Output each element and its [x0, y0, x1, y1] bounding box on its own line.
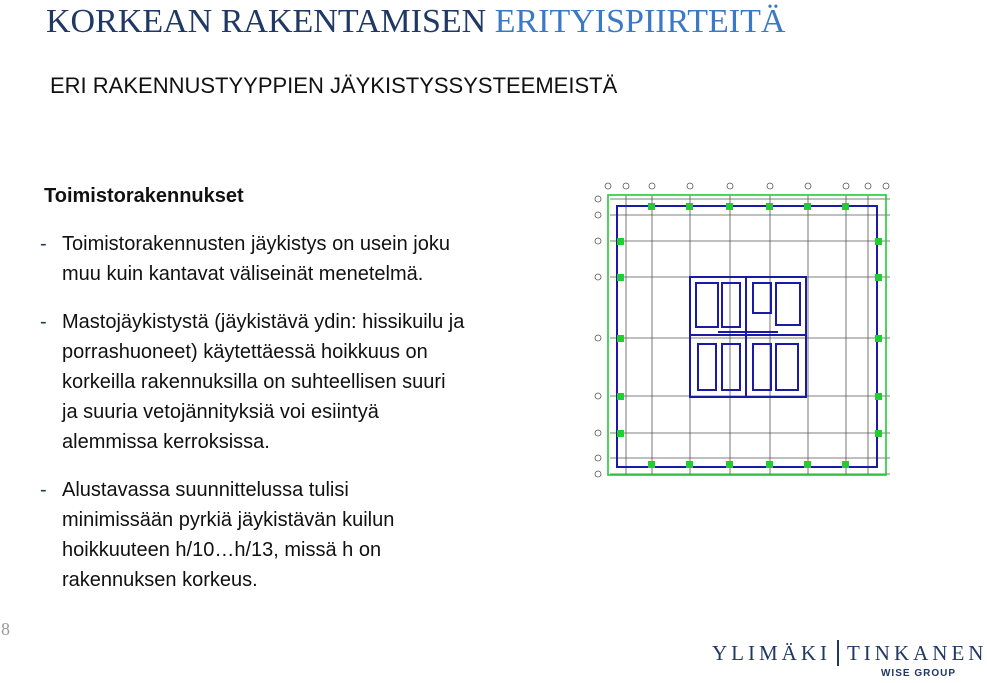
bullet-dash: -: [40, 233, 47, 255]
bullet-line: porrashuoneet) käytettäessä hoikkuus on: [62, 341, 428, 363]
company-logo: [712, 634, 987, 683]
bullet-line: rakennuksen korkeus.: [62, 569, 258, 591]
bullet-line: alemmissa kerroksissa.: [62, 431, 270, 453]
logo-left-word: YLIMÄKI: [712, 640, 831, 665]
bullet-line: Alustavassa suunnittelussa tulisi: [62, 479, 349, 501]
slide-title: [46, 2, 785, 42]
floor-plan-drawing: [588, 172, 908, 482]
slide-subtitle: ERI RAKENNUSTYYPPIEN JÄYKISTYSSYSTEEMEISTÄ: [50, 73, 618, 98]
section-heading: Toimistorakennukset: [44, 185, 244, 207]
logo-right-word: TINKANEN: [846, 640, 987, 665]
bullet-item: [40, 307, 600, 457]
logo-separator: [837, 640, 839, 666]
bullet-line: Toimistorakennusten jäykistys on usein joku: [62, 233, 450, 255]
bullet-item: [40, 229, 600, 289]
bullet-line: korkeilla rakennuksilla on suhteellisen suuri: [62, 371, 446, 393]
bullet-dash: -: [40, 311, 47, 333]
core-walls: [690, 277, 806, 397]
bullet-item: [40, 475, 600, 595]
logo-tagline: WISE GROUP: [880, 668, 956, 679]
slide-title-accent: ERITYISPIIRTEITÄ: [494, 3, 786, 40]
bullet-line: Mastojäykistystä (jäykistävä ydin: hissikuilu ja: [62, 311, 465, 333]
bullet-line: hoikkuuteen h/10…h/13, missä h on: [62, 539, 382, 561]
bullet-line: muu kuin kantavat väliseinät menetelmä.: [62, 263, 424, 285]
bullet-line: minimissään pyrkiä jäykistävän kuilun: [62, 509, 395, 531]
slide-title-main: KORKEAN RAKENTAMISEN: [46, 3, 487, 40]
bullet-dash: -: [40, 479, 47, 501]
bullet-line: ja suuria vetojännityksiä voi esiintyä: [62, 401, 379, 423]
page-number: 8: [1, 619, 10, 639]
